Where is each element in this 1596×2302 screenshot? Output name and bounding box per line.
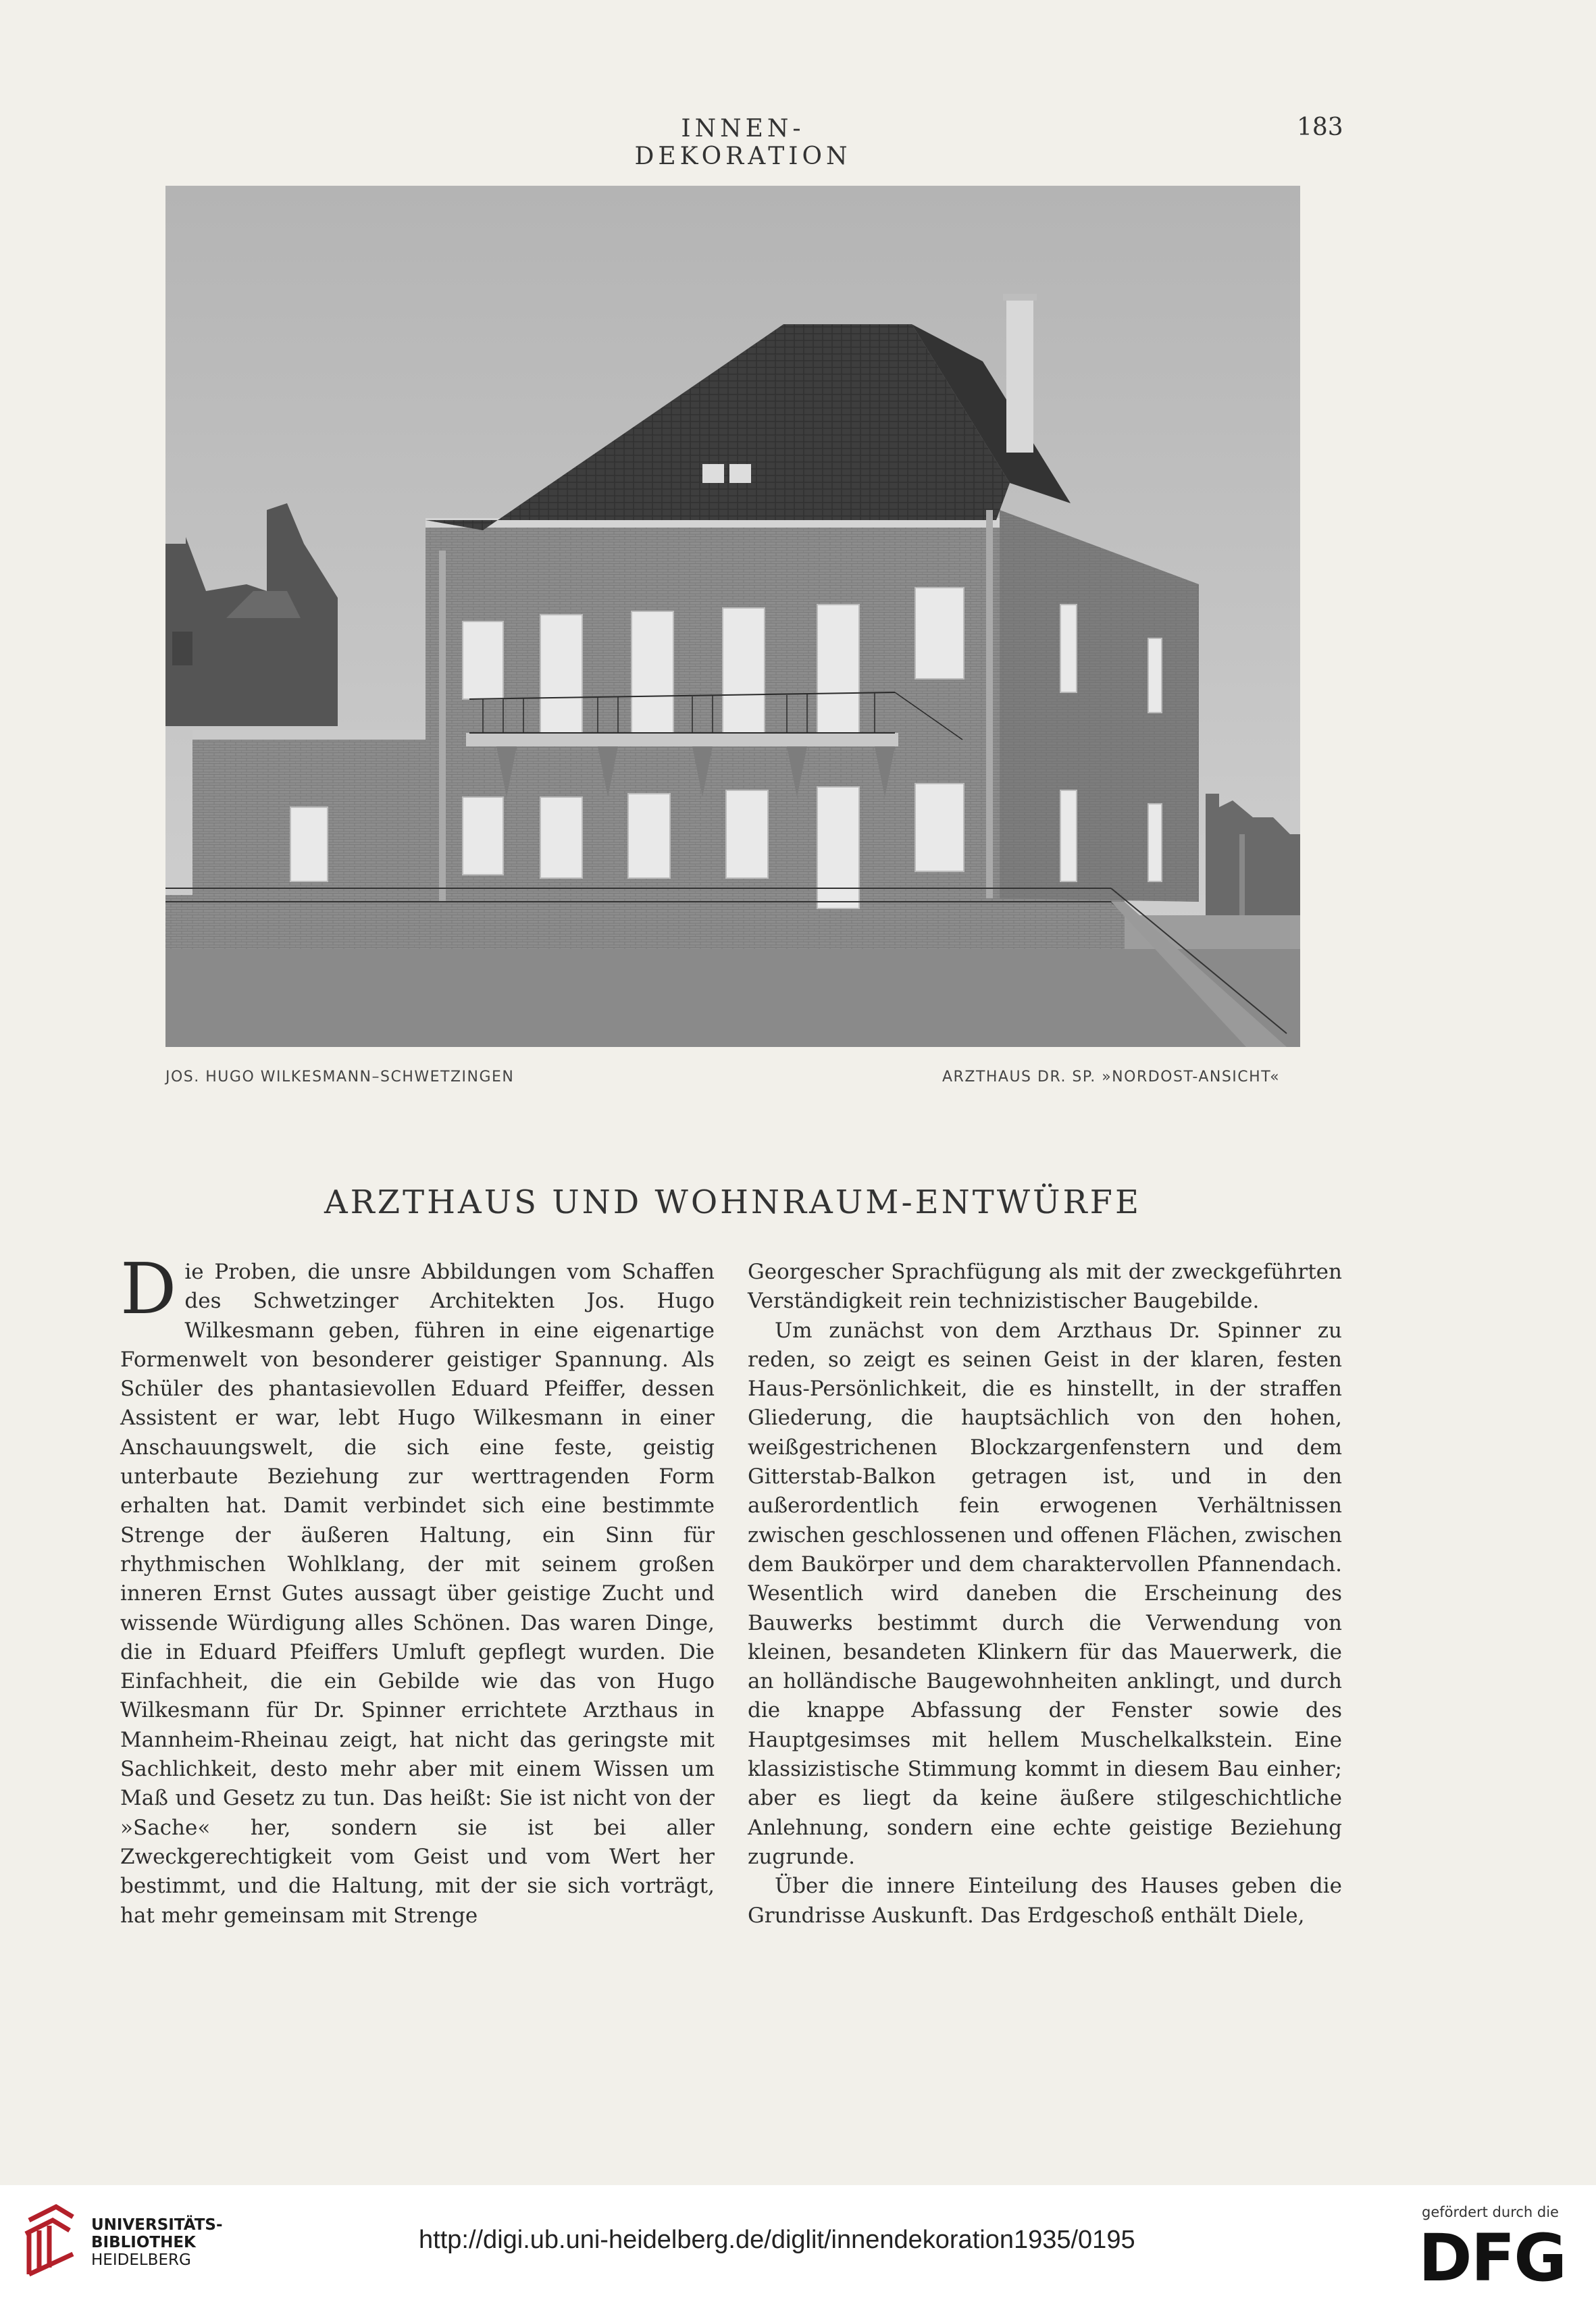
library-name-line: BIBLIOTHEK xyxy=(91,2234,196,2251)
right-column-paragraph: Georgescher Sprachfügung als mit der zweckgeführten Verständigkeit rein technizistischer Baugebilde. xyxy=(748,1260,1342,1314)
library-name-line: UNIVERSITÄTS- xyxy=(91,2216,223,2234)
figure-caption-architect: JOS. HUGO WILKESMANN–SCHWETZINGEN xyxy=(165,1069,515,1085)
library-logo-icon xyxy=(19,2200,83,2284)
library-name-line: HEIDELBERG xyxy=(91,2251,191,2269)
running-head: INNEN-DEKORATION xyxy=(634,115,852,170)
article-title: ARZTHAUS UND WOHNRAUM-ENTWÜRFE xyxy=(324,1183,1141,1221)
left-column-text: ie Proben, die unsre Abbildungen vom Schaffen des Schwetzinger Architekten Jos. Hugo Wilkesmann geben, führen in eine eigenartige Formenwelt von besonderer geistiger Spannung. Als Schüler des phantasievollen Eduard Pfeiffer, dessen Assistent er war, lebt Hugo Wilkesmann in einer Anschauungswelt, die sich eine feste, geistig unterbaute Beziehung zur werttragenden Form erhalten hat. Damit verbindet sich eine bestimmte Strenge der äußeren Haltung, ein Sinn für rhythmischen Wohlklang, der mit seinem großen inneren Ernst Gutes aussagt über geistige Zucht und wissende Würdigung alles Schönen. Das waren Dinge, die in Eduard Pfeiffers Umluft gepflegt wurden. Die Einfachheit, die ein Gebilde wie das von Hugo Wilkesmann für Dr. Spinner errichtete Arzthaus in Mannheim-Rheinau zeigt, hat nicht das geringste mit Sachlichkeit, desto mehr aber mit einem Wissen um Maß und Gesetz zu tun. Das heißt: Sie ist nicht von der »Sache« her, sondern sie ist bei aller Zweckgerechtigkeit vom Geist und vom Wert her bestimmt, und die Haltung, mit der sie sich vorträgt, hat mehr gemeinsam mit Strenge xyxy=(120,1260,715,1928)
library-name xyxy=(91,2216,223,2269)
right-column-paragraph: Über die innere Einteilung des Hauses geben die Grundrisse Auskunft. Das Erdgeschoß enthält Diele, xyxy=(748,1874,1342,1928)
article-right-column xyxy=(748,1258,1342,1930)
article-left-column xyxy=(120,1248,715,1930)
drop-cap: D xyxy=(120,1248,177,1330)
source-url-link[interactable]: http://digi.ub.uni-heidelberg.de/diglit/innendekoration1935/0195 xyxy=(419,2226,1135,2254)
page-number: 183 xyxy=(1297,113,1343,141)
right-column-paragraph: Um zunächst von dem Arzthaus Dr. Spinner zu reden, so zeigt es seinen Geist in der klaren, festen Haus-Persönlichkeit, die es hinstellt, in der straffen Gliederung, die hauptsächlich von den hohen, weißgestrichenen Blockzargenfenstern und dem Gitterstab-Balkon getragen ist, und in den außerordentlich fein erwogenen Verhältnissen zwischen geschlossenen und offenen Flächen, zwischen dem Baukörper und dem charaktervollen Pfannendach. Wesentlich wird daneben die Erscheinung des Bauwerks bestimmt durch die Verwendung von kleinen, besandeten Klinkern für das Mauerwerk, die an holländische Baugewohnheiten anklingt, und durch die knappe Abfassung der Fenster sowie des Hauptgesimses mit hellem Muschelkalkstein. Eine klassizistische Stimmung kommt in diesem Bau einher; aber es liegt da keine äußere stilgeschichtliche Anlehnung, sondern eine echte geistige Beziehung zugrunde. xyxy=(748,1318,1342,1869)
figure-caption-title: ARZTHAUS DR. SP. »NORDOST-ANSICHT« xyxy=(942,1069,1281,1085)
digitization-footer xyxy=(0,2185,1596,2302)
funding-note: gefördert durch die xyxy=(1422,2204,1559,2220)
dfg-logo: DFG xyxy=(1418,2220,1566,2296)
building-photograph xyxy=(165,186,1300,1047)
